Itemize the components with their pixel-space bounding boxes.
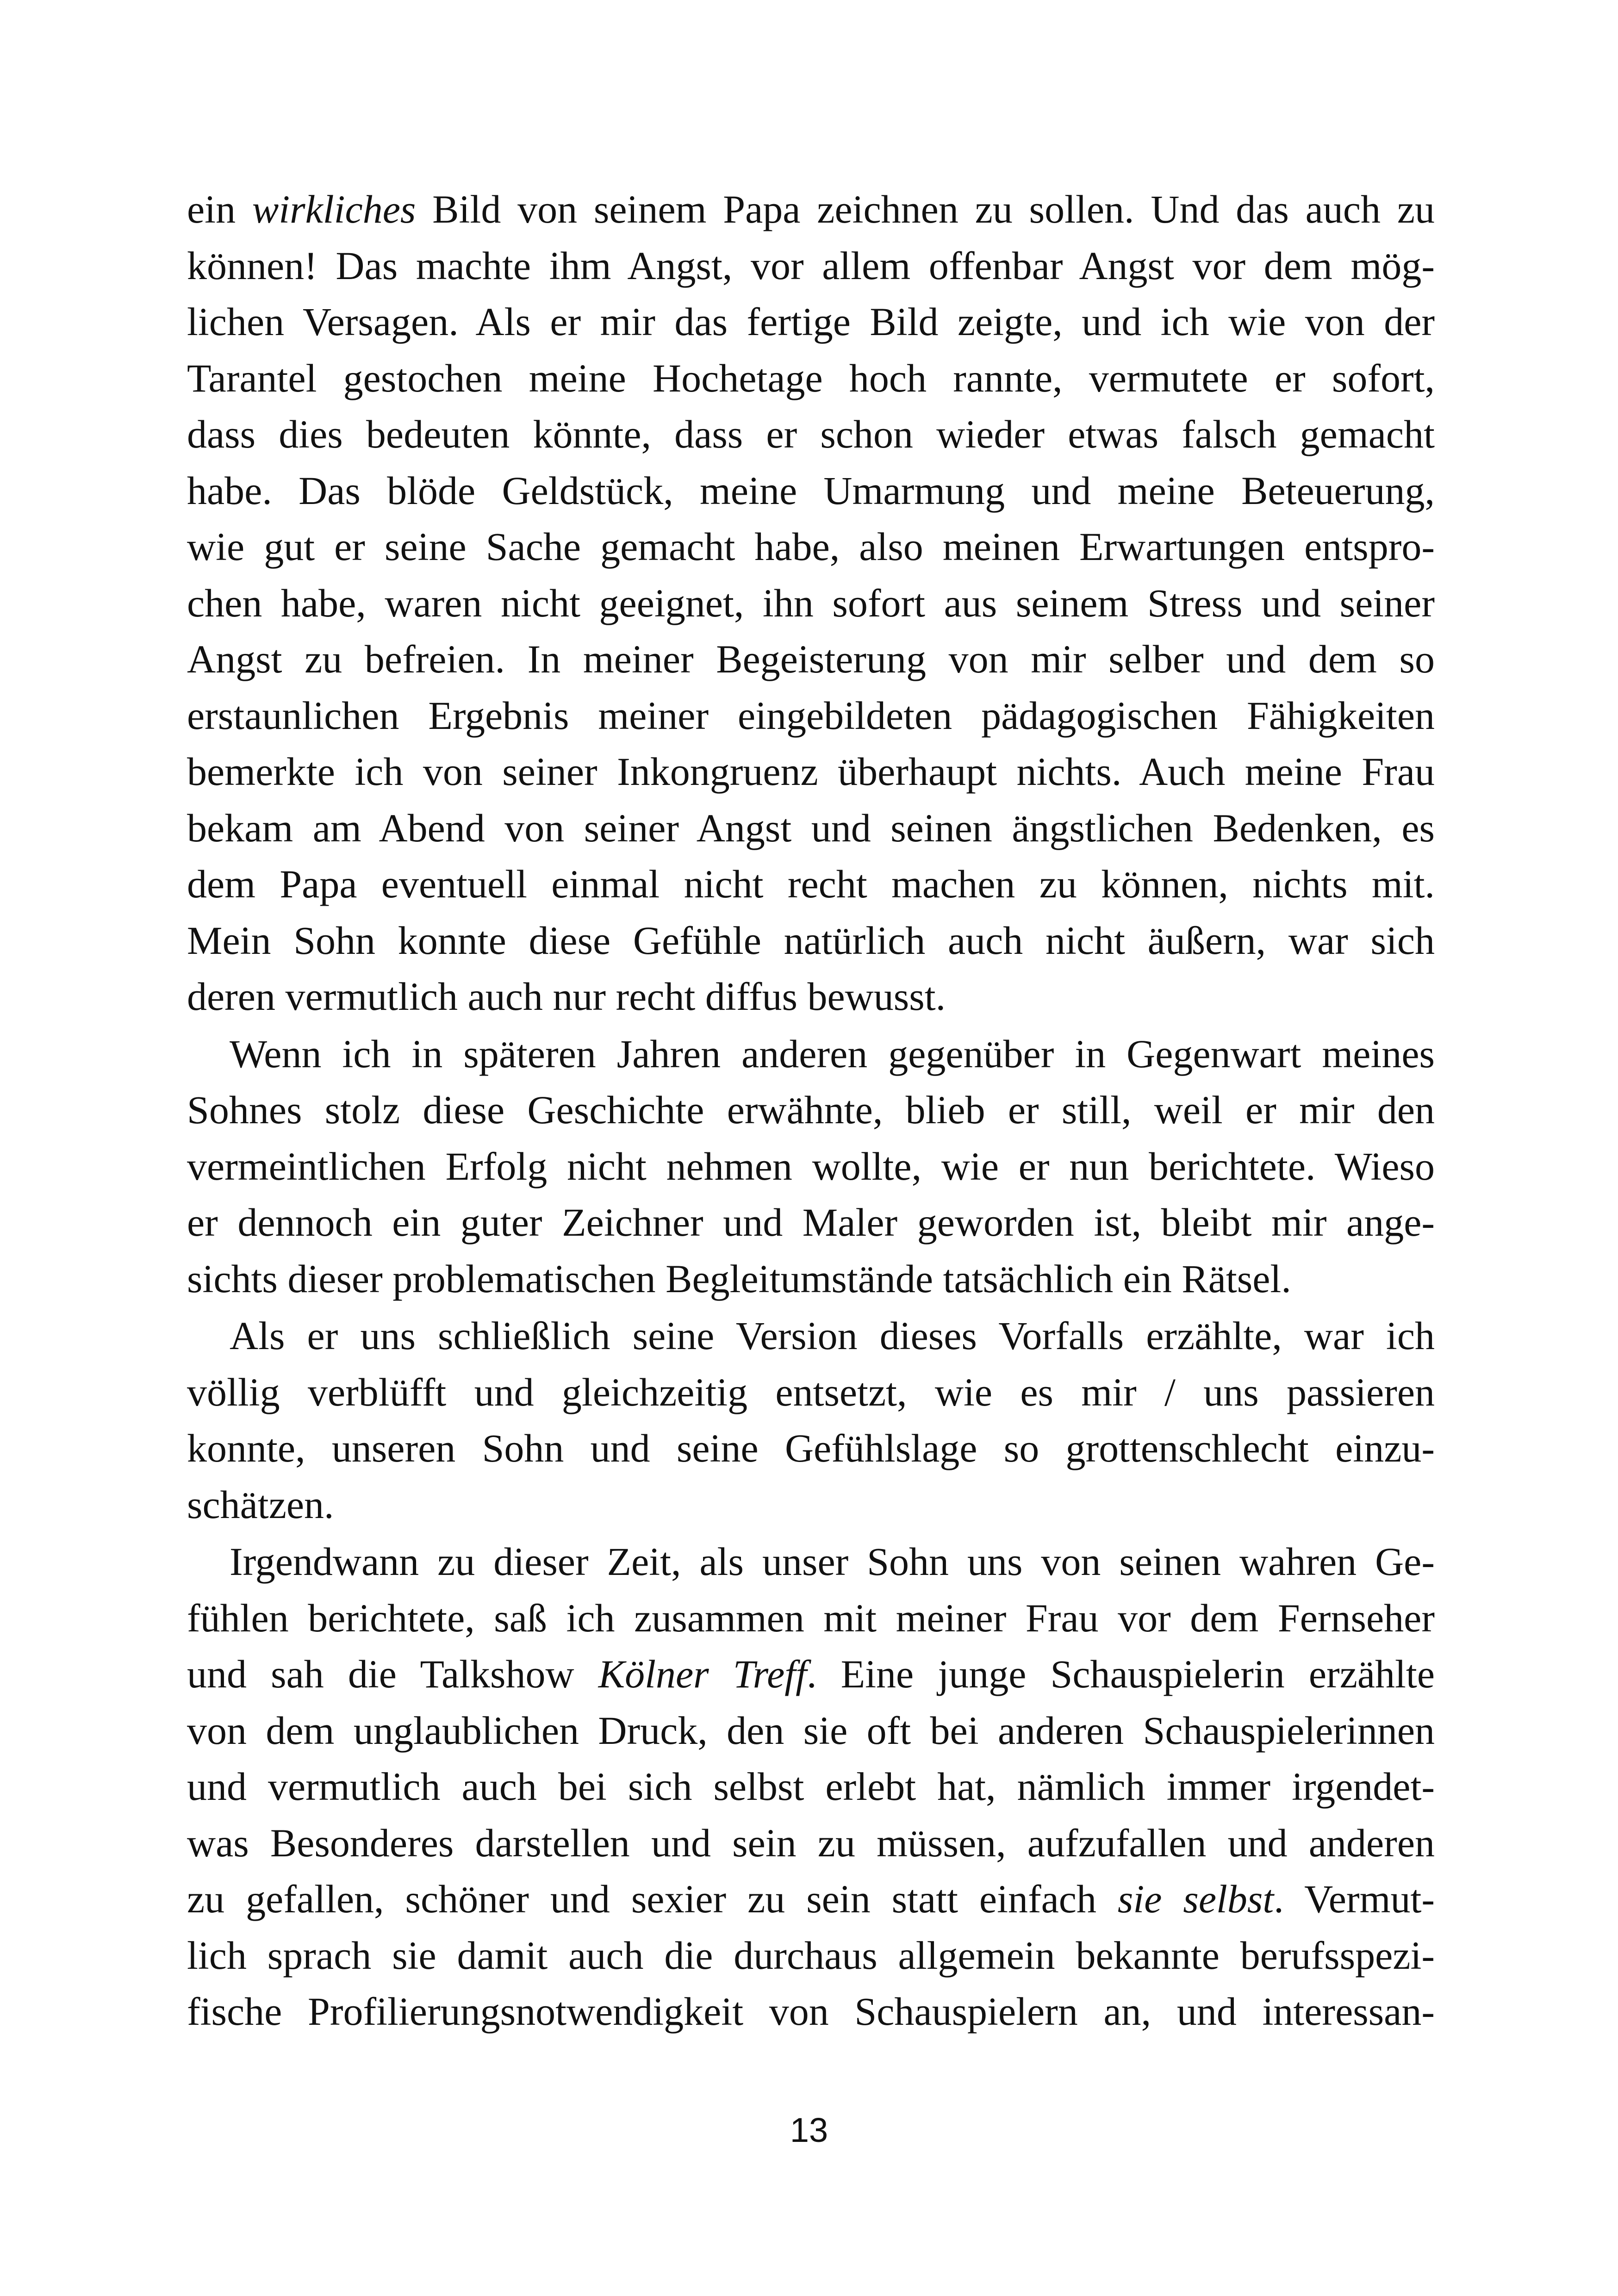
text-segment: völlig verblüfft und gleichzeitig entsetzt, wie es mir / uns passieren <box>187 1369 1435 1414</box>
text-segment: erstaunlichen Ergebnis meiner eingebildeten pädagogischen Fähigkeiten <box>187 693 1435 738</box>
text-line <box>187 1251 1435 1307</box>
text-line <box>187 1420 1435 1477</box>
text-segment: und vermutlich auch bei sich selbst erlebt hat, nämlich immer irgendet- <box>187 1764 1435 1809</box>
text-segment: wie gut er seine Sache gemacht habe, also meinen Erwartungen entspro- <box>187 524 1435 569</box>
italic-text: sie selbst <box>1117 1877 1274 1921</box>
page-number: 13 <box>790 2111 828 2149</box>
text-segment: fische Profilierungsnotwendigkeit von Schauspielern an, und interessan- <box>187 1989 1435 2034</box>
text-segment: Bild von seinem Papa zeichnen zu sollen. Und das auch zu <box>416 187 1435 231</box>
text-segment: sichts dieser problematischen Begleitumstände tatsächlich ein Rätsel. <box>187 1256 1291 1301</box>
text-line <box>187 1364 1435 1421</box>
text-segment: dass dies bedeuten könnte, dass er schon wieder etwas falsch gemacht <box>187 412 1435 456</box>
paragraph <box>187 181 1435 1025</box>
paragraph <box>187 1026 1435 1307</box>
text-segment: zu gefallen, schöner und sexier zu sein statt einfach <box>187 1877 1118 1921</box>
text-segment: lichen Versagen. Als er mir das fertige Bild zeigte, und ich wie von der <box>187 299 1435 344</box>
text-line <box>187 1082 1435 1139</box>
text-segment: Sohnes stolz diese Geschichte erwähnte, blieb er still, weil er mir den <box>187 1088 1435 1132</box>
text-segment: . Vermut- <box>1274 1877 1435 1921</box>
text-line <box>187 1590 1435 1647</box>
text-segment: chen habe, waren nicht geeignet, ihn sofort aus seinem Stress und seiner <box>187 580 1435 625</box>
text-line <box>187 406 1435 463</box>
text-segment: Angst zu befreien. In meiner Begeisterung von mir selber und dem so <box>187 637 1435 681</box>
body-text <box>187 181 1435 2040</box>
text-segment: lich sprach sie damit auch die durchaus allgemein bekannte berufsspezi- <box>187 1933 1435 1978</box>
text-line <box>187 463 1435 519</box>
italic-text: Kölner Treff <box>598 1652 807 1696</box>
text-line <box>187 519 1435 575</box>
paragraph <box>187 1308 1435 1533</box>
text-line <box>187 1759 1435 1815</box>
text-segment: konnte, unseren Sohn und seine Gefühlslage so grottenschlecht einzu- <box>187 1426 1435 1470</box>
text-line <box>187 913 1435 969</box>
text-segment: Irgendwann zu dieser Zeit, als unser Sohn uns von seinen wahren Ge- <box>230 1539 1435 1584</box>
text-segment: von dem unglaublichen Druck, den sie oft bei anderen Schauspielerinnen <box>187 1708 1435 1753</box>
text-segment: Mein Sohn konnte diese Gefühle natürlich auch nicht äußern, war sich <box>187 918 1435 963</box>
text-line <box>187 1871 1435 1928</box>
text-segment: Als er uns schließlich seine Version dieses Vorfalls erzählte, war ich <box>230 1313 1435 1358</box>
text-segment: Tarantel gestochen meine Hochetage hoch rannte, vermutete er sofort, <box>187 355 1435 400</box>
text-segment: ein <box>187 187 252 231</box>
text-line <box>187 1534 1435 1590</box>
text-segment: und sah die Talkshow <box>187 1652 598 1696</box>
italic-text: wirkliches <box>252 187 416 231</box>
text-line <box>187 1928 1435 1984</box>
text-line <box>187 294 1435 350</box>
text-line <box>187 575 1435 632</box>
text-segment: . Eine junge Schauspielerin erzählte <box>807 1652 1435 1696</box>
text-segment: fühlen berichtete, saß ich zusammen mit meiner Frau vor dem Fernseher <box>187 1595 1435 1640</box>
text-line <box>187 1815 1435 1872</box>
text-line <box>187 631 1435 688</box>
text-line <box>187 969 1435 1025</box>
text-segment: deren vermutlich auch nur recht diffus bewusst. <box>187 974 946 1019</box>
text-line <box>187 1026 1435 1083</box>
text-segment: bemerkte ich von seiner Inkongruenz überhaupt nichts. Auch meine Frau <box>187 749 1435 794</box>
text-line <box>187 688 1435 744</box>
text-line <box>187 1195 1435 1251</box>
text-line <box>187 1308 1435 1364</box>
text-segment: Wenn ich in späteren Jahren anderen gegenüber in Gegenwart meines <box>230 1031 1435 1076</box>
text-segment: was Besonderes darstellen und sein zu müssen, aufzufallen und anderen <box>187 1820 1435 1865</box>
text-segment: dem Papa eventuell einmal nicht recht machen zu können, nichts mit. <box>187 862 1435 906</box>
text-segment: habe. Das blöde Geldstück, meine Umarmung und meine Beteuerung, <box>187 468 1435 513</box>
text-line <box>187 1646 1435 1703</box>
text-segment: er dennoch ein guter Zeichner und Maler geworden ist, bleibt mir ange- <box>187 1200 1435 1244</box>
text-line <box>187 1139 1435 1195</box>
text-line <box>187 238 1435 294</box>
text-segment: vermeintlichen Erfolg nicht nehmen wollte, wie er nun berichtete. Wieso <box>187 1144 1435 1188</box>
text-line <box>187 856 1435 913</box>
text-line <box>187 350 1435 407</box>
text-segment: schätzen. <box>187 1482 334 1527</box>
text-line <box>187 800 1435 857</box>
paragraph <box>187 1534 1435 2040</box>
text-segment: können! Das machte ihm Angst, vor allem offenbar Angst vor dem mög- <box>187 243 1435 288</box>
text-segment: bekam am Abend von seiner Angst und seinen ängstlichen Bedenken, es <box>187 805 1435 850</box>
text-line <box>187 744 1435 800</box>
text-line <box>187 1477 1435 1533</box>
text-line <box>187 1984 1435 2040</box>
text-line <box>187 181 1435 238</box>
text-line <box>187 1703 1435 1759</box>
